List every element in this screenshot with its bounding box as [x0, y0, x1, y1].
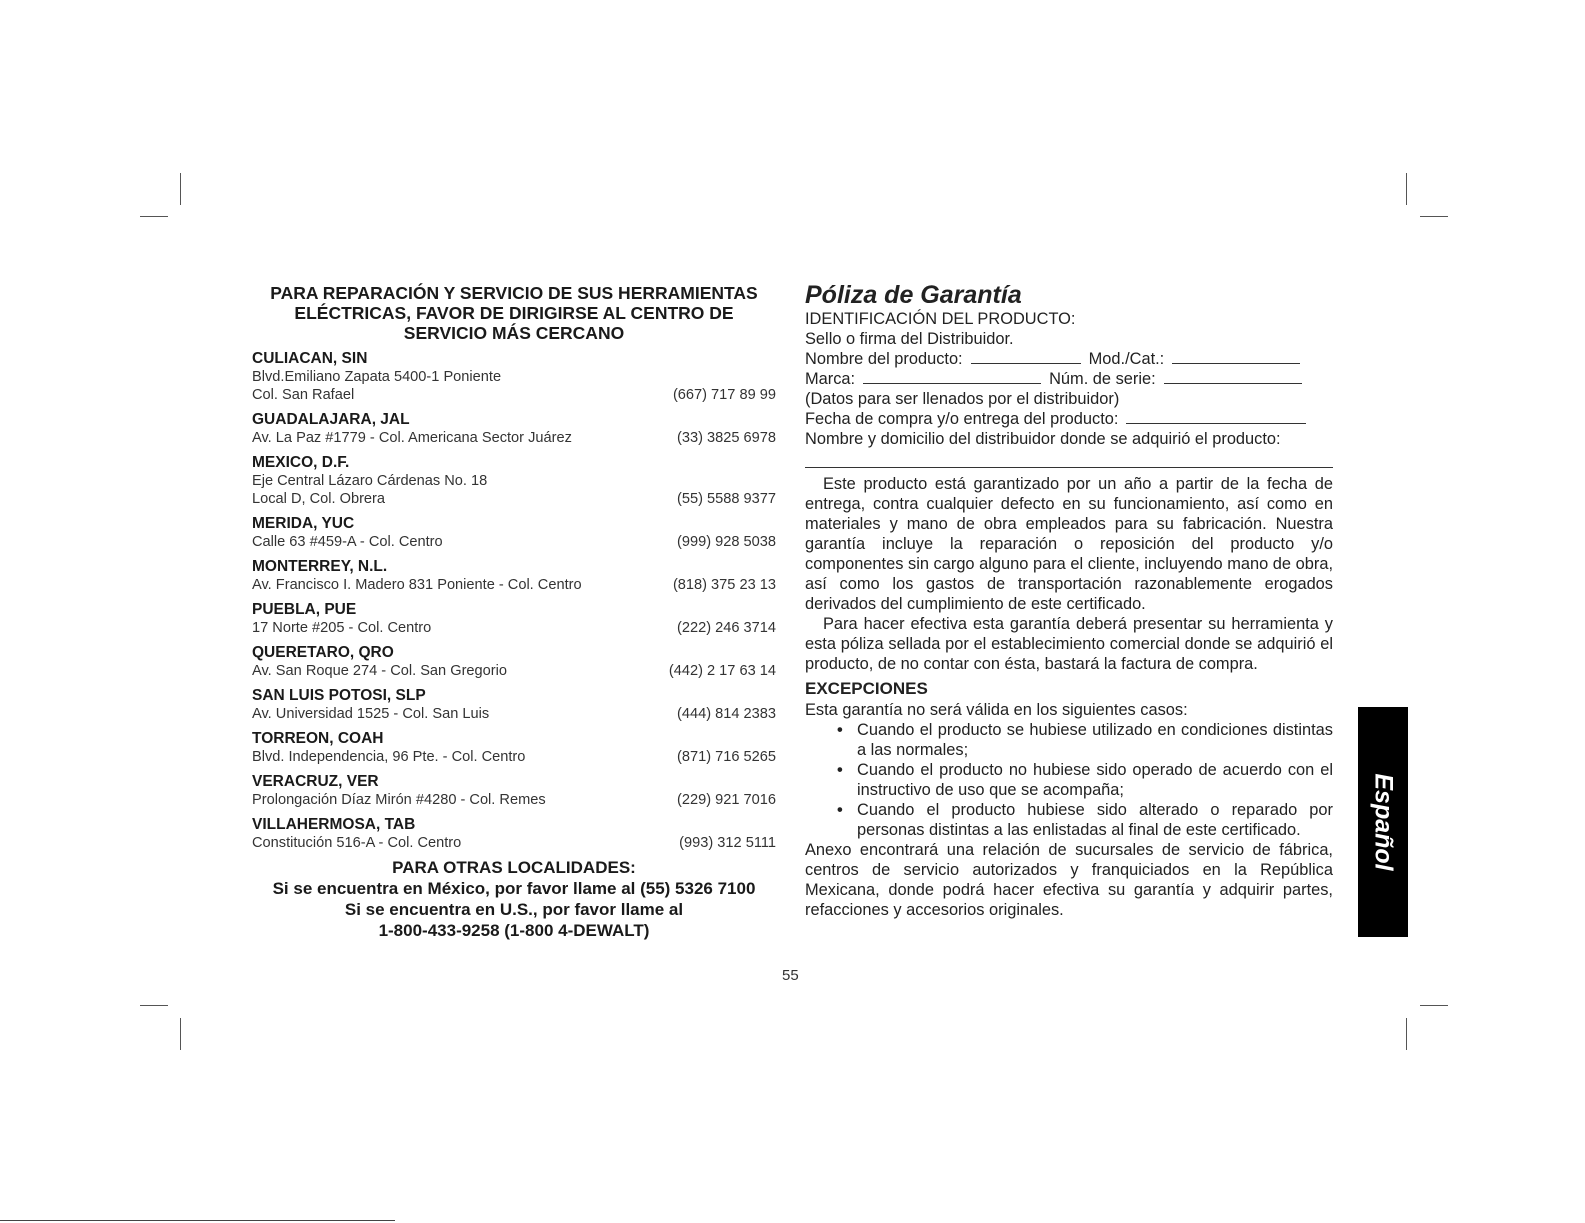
service-location [252, 410, 776, 447]
location-phone: (55) 5588 9377 [677, 491, 776, 507]
address-line: Local D, Col. Obrera [252, 491, 386, 507]
distributor-address-label: Nombre y domicilio del distribuidor donde se adquirió el producto: [805, 430, 1281, 448]
address-line: Calle 63 #459-A - Col. Centro [252, 534, 443, 550]
other-locations-heading: PARA OTRAS LOCALIDADES: [392, 858, 636, 877]
location-phone: (222) 246 3714 [677, 620, 776, 636]
location-phone: (818) 375 23 13 [672, 577, 776, 593]
location-address [252, 533, 776, 551]
address-line: Eje Central Lázaro Cárdenas No. 18 [252, 473, 488, 489]
service-location [252, 686, 776, 723]
page-number: 55 [782, 967, 799, 984]
location-list [252, 349, 776, 852]
location-phone: (442) 2 17 63 14 [668, 663, 776, 679]
exception-item: • Cuando el producto no hubiese sido operado de acuerdo con el instructivo de uso que se acompaña; [857, 760, 1333, 800]
crop-mark [1420, 216, 1448, 217]
exception-item: • Cuando el producto se hubiese utilizado en condiciones distintas a las normales; [857, 720, 1333, 760]
location-city: QUERETARO, QRO [252, 644, 394, 661]
crop-mark [140, 1005, 168, 1006]
service-location [252, 557, 776, 594]
exceptions-heading: EXCEPCIONES [805, 679, 928, 698]
address-line: Blvd.Emiliano Zapata 5400-1 Poniente [252, 369, 502, 385]
location-address [252, 472, 776, 490]
location-phone: (999) 928 5038 [677, 534, 776, 550]
location-phone: (667) 717 89 99 [672, 387, 776, 403]
location-address [252, 705, 776, 723]
heading-line: PARA REPARACIÓN Y SERVICIO DE SUS HERRAMIENTAS [270, 283, 758, 303]
claim-paragraph: Para hacer efectiva esta garantía deberá presentar su herramienta y esta póliza sellada por el establecimiento comercial donde se adquirió el producto, de no contar con ésta, bastará la factura de compra. [805, 615, 1333, 673]
location-phone: (871) 716 5265 [677, 749, 776, 765]
crop-mark [140, 216, 168, 217]
location-address [252, 791, 776, 809]
exception-item: • Cuando el producto hubiese sido alterado o reparado por personas distintas a las enlistadas al final de este certificado. [857, 800, 1333, 840]
location-address [252, 748, 776, 766]
product-identification: IDENTIFICACIÓN DEL PRODUCTO: [805, 310, 1076, 328]
service-location [252, 643, 776, 680]
exceptions-list [805, 720, 1333, 840]
location-address [252, 576, 776, 594]
page-title: Póliza de Garantía [805, 281, 1022, 309]
purchase-date-row [805, 409, 1333, 429]
location-city: CULIACAN, SIN [252, 350, 368, 367]
serial-label: Núm. de serie: [1049, 370, 1156, 388]
location-address [252, 386, 776, 404]
address-line: Av. San Roque 274 - Col. San Gregorio [252, 663, 507, 679]
modcat-label: Mod./Cat.: [1088, 350, 1165, 368]
service-location [252, 815, 776, 852]
brand-label: Marca: [805, 370, 856, 388]
seal-label: Sello o firma del Distribuidor. [805, 330, 1014, 348]
location-city: TORREON, COAH [252, 730, 384, 747]
heading-line: ELÉCTRICAS, FAVOR DE DIRIGIRSE AL CENTRO DE [294, 303, 734, 323]
service-location [252, 772, 776, 809]
location-city: MONTERREY, N.L. [252, 558, 388, 575]
brand-field[interactable] [863, 369, 1041, 384]
crop-mark [180, 1018, 181, 1050]
crop-mark [180, 173, 181, 205]
heading-line: SERVICIO MÁS CERCANO [403, 323, 625, 343]
warranty-paragraph: Este producto está garantizado por un año a partir de la fecha de entrega, contra cualquier defecto en su funcionamiento, así como en materiales y mano de obra empleados para su fabricación. Nuestra garantía incluye la reparación o reposición del producto y/o componentes sin cargo alguno para el cliente, incluyendo mano de obra, así como los gastos de transportación razonablemente erogados derivados del cumplimiento de este certificado. [805, 475, 1333, 613]
location-city: SAN LUIS POTOSI, SLP [252, 687, 426, 704]
crop-mark [1406, 1018, 1407, 1050]
purchase-date-label: Fecha de compra y/o entrega del producto: [805, 410, 1119, 428]
distributor-note: (Datos para ser llenados por el distribuidor) [805, 390, 1120, 408]
location-city: VERACRUZ, VER [252, 773, 379, 790]
address-line: 17 Norte #205 - Col. Centro [252, 620, 432, 636]
us-phone-line: Si se encuentra en U.S., por favor llame al [344, 900, 684, 919]
product-name-field[interactable] [971, 349, 1081, 364]
address-line: Av. Francisco I. Madero 831 Poniente - Col. Centro [252, 577, 582, 593]
other-locations [252, 857, 776, 941]
service-location [252, 514, 776, 551]
address-line: Constitución 516-A - Col. Centro [252, 835, 462, 851]
brand-row [805, 369, 1333, 389]
product-name-row [805, 349, 1333, 369]
exceptions-intro: Esta garantía no será válida en los siguientes casos: [805, 701, 1188, 719]
service-location [252, 600, 776, 637]
mexico-phone-line: Si se encuentra en México, por favor llame al (55) 5326 7100 [272, 879, 756, 898]
location-address [252, 834, 776, 852]
address-line: Av. La Paz #1779 - Col. Americana Sector Juárez [252, 430, 572, 446]
warranty-column [805, 282, 1333, 920]
bottom-rule [0, 1220, 395, 1221]
annex-paragraph: Anexo encontrará una relación de sucursales de servicio de fábrica, centros de servicio autorizados y franquiciados en la República Mexicana, donde podrá hacer efectiva su garantía y adquirir partes, refacciones y accesorios originales. [805, 841, 1333, 919]
service-heading [252, 283, 776, 343]
address-line: Col. San Rafael [252, 387, 355, 403]
crop-mark [1420, 1005, 1448, 1006]
service-centers-column [252, 283, 776, 941]
location-city: MEXICO, D.F. [252, 454, 350, 471]
language-tab [1358, 707, 1408, 937]
location-address [252, 619, 776, 637]
location-phone: (444) 814 2383 [677, 706, 776, 722]
location-address [252, 368, 776, 386]
address-line: Blvd. Independencia, 96 Pte. - Col. Centro [252, 749, 526, 765]
service-location [252, 453, 776, 508]
purchase-date-field[interactable] [1126, 409, 1306, 424]
location-address [252, 490, 776, 508]
location-phone: (229) 921 7016 [677, 792, 776, 808]
location-address [252, 429, 776, 447]
us-phone-number: 1-800-433-9258 (1-800 4-DEWALT) [378, 921, 650, 940]
location-city: GUADALAJARA, JAL [252, 411, 410, 428]
crop-mark [1406, 173, 1407, 205]
product-name-label: Nombre del producto: [805, 350, 963, 368]
location-city: MERIDA, YUC [252, 515, 355, 532]
service-location [252, 349, 776, 404]
serial-field[interactable] [1164, 369, 1302, 384]
location-phone: (993) 312 5111 [679, 835, 776, 851]
location-city: VILLAHERMOSA, TAB [252, 816, 416, 833]
distributor-address-field[interactable] [805, 449, 1333, 468]
address-line: Prolongación Díaz Mirón #4280 - Col. Remes [252, 792, 546, 808]
modcat-field[interactable] [1172, 349, 1300, 364]
location-phone: (33) 3825 6978 [677, 430, 776, 446]
address-line: Av. Universidad 1525 - Col. San Luis [252, 706, 490, 722]
location-address [252, 662, 776, 680]
language-tab-label: Español [1369, 773, 1398, 871]
location-city: PUEBLA, PUE [252, 601, 357, 618]
service-location [252, 729, 776, 766]
